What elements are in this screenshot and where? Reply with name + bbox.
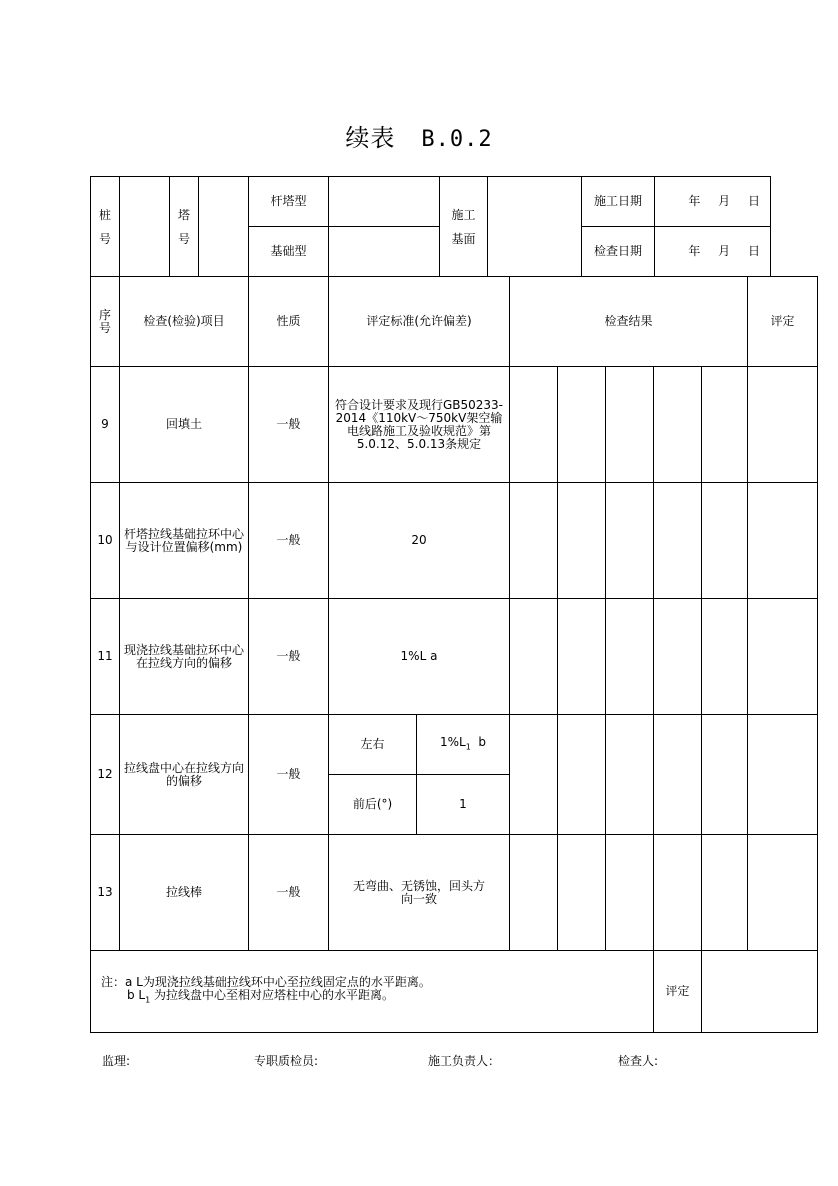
row-item: 现浇拉线基础拉环中心在拉线方向的偏移 [120,599,249,715]
result-cell[interactable] [558,715,606,835]
result-cell[interactable] [558,367,606,483]
construction-date-label: 施工日期 [582,177,655,227]
evaluation-cell[interactable] [748,715,818,835]
pile-no-value[interactable] [120,177,170,277]
row-standard: 符合设计要求及现行GB50233-2014《110kV～750kV架空输电线路施工及验收规范》第5.0.12、5.0.13条规定 [329,367,510,483]
notes-row [91,951,818,1033]
form-code: B.0.2 [421,127,493,152]
row-nature: 一般 [249,715,329,835]
result-cell[interactable] [702,715,748,835]
result-cell[interactable] [510,367,558,483]
table-row [91,715,818,775]
tower-no-value[interactable] [199,177,249,277]
pile-no-label: 桩号 [91,177,120,277]
result-cell[interactable] [606,835,654,951]
result-cell[interactable] [702,367,748,483]
inspector-signature[interactable]: 检查人: [618,1054,659,1068]
row-seq: 12 [91,715,120,835]
tower-type-label: 杆塔型 [249,177,329,227]
result-cell[interactable] [654,367,702,483]
row-seq: 10 [91,483,120,599]
result-cell[interactable] [606,715,654,835]
inspection-date-label: 检查日期 [582,227,655,277]
result-cell[interactable] [654,715,702,835]
row-nature: 一般 [249,599,329,715]
result-cell[interactable] [510,715,558,835]
foundation-type-label: 基础型 [249,227,329,277]
construction-base-label: 施工基面 [440,177,488,277]
row-seq: 9 [91,367,120,483]
table-row [91,835,818,951]
sub-value-lateral: $1\%L_1$ b [417,715,510,775]
note-a: 注：a L为现浇拉线基础拉线环中心至拉线固定点的水平距离。 [101,975,431,990]
row-nature: 一般 [249,367,329,483]
result-cell[interactable] [558,483,606,599]
result-cell[interactable] [510,483,558,599]
sub-label-lateral: 左右 [329,715,417,775]
note-b: b $L_1$ 为拉线盘中心至相对应塔柱中心的水平距离。 [127,988,395,1005]
nature-header: 性质 [249,277,329,367]
result-cell[interactable] [654,835,702,951]
result-header: 检查结果 [510,277,748,367]
final-evaluation-value[interactable] [702,951,818,1033]
evaluation-cell[interactable] [748,483,818,599]
evaluation-header: 评定 [748,277,818,367]
result-cell[interactable] [654,599,702,715]
evaluation-cell[interactable] [748,599,818,715]
result-cell[interactable] [654,483,702,599]
tower-type-value[interactable] [329,177,440,227]
page-title [0,118,838,153]
seq-header: 序号 [91,277,120,367]
result-cell[interactable] [558,835,606,951]
row-item: 拉线棒 [120,835,249,951]
table-row [91,367,818,483]
result-cell[interactable] [702,835,748,951]
result-cell[interactable] [606,367,654,483]
column-header-row [91,277,818,367]
item-header: 检查(检验)项目 [120,277,249,367]
standard-header: 评定标准(允许偏差) [329,277,510,367]
result-cell[interactable] [702,483,748,599]
result-cell[interactable] [510,835,558,951]
evaluation-cell[interactable] [748,835,818,951]
row-item: 拉线盘中心在拉线方向的偏移 [120,715,249,835]
result-cell[interactable] [558,599,606,715]
final-evaluation-label: 评定 [654,951,702,1033]
header-table [90,176,771,277]
inspection-table [90,276,818,1033]
construction-date-value[interactable]: 年 月 日 [655,177,771,227]
foundation-type-value[interactable] [329,227,440,277]
row-seq: 11 [91,599,120,715]
quality-inspector-signature[interactable]: 专职质检员: [254,1054,319,1068]
row-nature: 一般 [249,483,329,599]
row-seq: 13 [91,835,120,951]
table-row [91,483,818,599]
table-row [91,599,818,715]
tower-no-label: 塔号 [170,177,199,277]
row-item: 杆塔拉线基础拉环中心与设计位置偏移(mm) [120,483,249,599]
row-nature: 一般 [249,835,329,951]
result-cell[interactable] [606,599,654,715]
construction-lead-signature[interactable]: 施工负责人： [428,1054,501,1068]
row-standard: 无弯曲、无锈蚀，回头方向一致 [329,835,510,951]
row-standard: 20 [329,483,510,599]
result-cell[interactable] [702,599,748,715]
row-standard: 1%L a [329,599,510,715]
supervisor-signature[interactable]: 监理: [102,1054,131,1068]
result-cell[interactable] [606,483,654,599]
title-text: 续表 [345,124,396,152]
sub-label-front-back: 前后(°) [329,775,417,835]
evaluation-cell[interactable] [748,367,818,483]
result-cell[interactable] [510,599,558,715]
sub-value-front-back: 1 [417,775,510,835]
notes [91,951,654,1033]
row-item: 回填土 [120,367,249,483]
construction-base-value[interactable] [488,177,582,277]
inspection-date-value[interactable]: 年 月 日 [655,227,771,277]
